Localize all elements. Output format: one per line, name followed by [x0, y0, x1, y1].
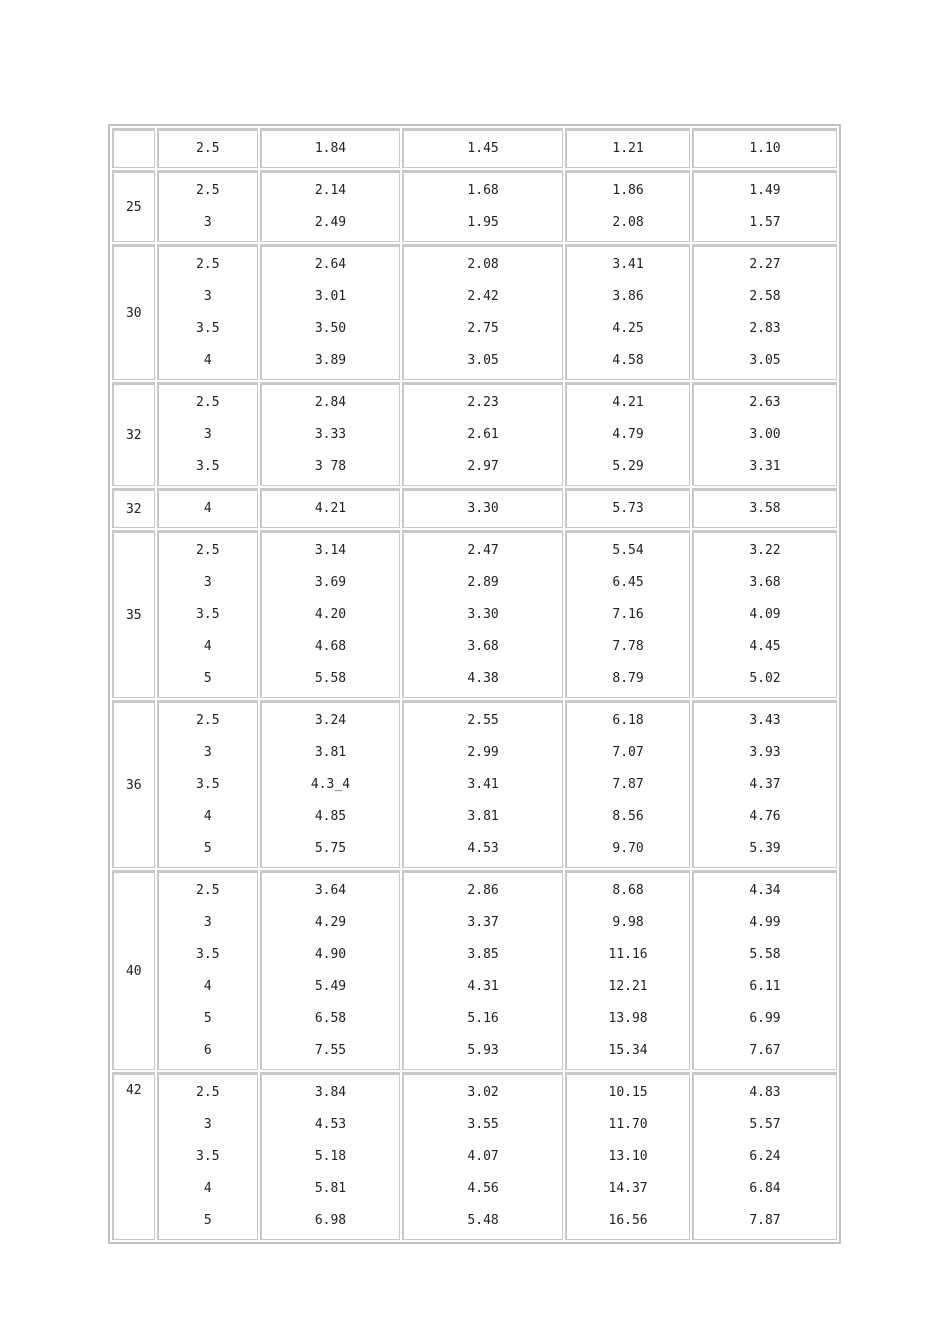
table-cell	[157, 530, 258, 698]
cell-value: 3 78	[314, 459, 347, 474]
cell-value: 5.39	[749, 841, 781, 856]
cell-value: 3	[203, 427, 212, 442]
table-cell	[260, 170, 400, 242]
table-row	[112, 128, 837, 168]
cell-value: 4.83	[749, 1085, 781, 1100]
cell-value: 3.84	[314, 1085, 347, 1100]
cell-value: 5.48	[467, 1213, 499, 1228]
cell-value: 3.05	[467, 353, 499, 368]
group-label: 40	[125, 963, 142, 979]
cell-value: 7.87	[612, 777, 644, 792]
cell-value: 2.08	[612, 215, 644, 230]
cell-value: 4.09	[749, 607, 781, 622]
table-cell	[157, 382, 258, 486]
table-cell	[260, 870, 400, 1070]
cell-value: 3.55	[467, 1117, 499, 1132]
cell-value: 4.31	[467, 979, 499, 994]
table-cell	[157, 1072, 258, 1240]
table-cell	[157, 700, 258, 868]
group-label: 32	[125, 427, 142, 443]
cell-value: 11.70	[608, 1117, 648, 1132]
cell-value: 8.56	[612, 809, 644, 824]
cell-value: 7.16	[612, 607, 644, 622]
cell-value: 3.50	[314, 321, 347, 336]
cell-value: 4	[203, 809, 212, 824]
cell-value: 7.07	[612, 745, 644, 760]
cell-value: 2.64	[314, 257, 347, 272]
table-cell	[402, 700, 563, 868]
table-cell	[692, 382, 837, 486]
cell-value: 3.85	[467, 947, 499, 962]
cell-value: 3.68	[749, 575, 781, 590]
cell-value: 2.08	[467, 257, 499, 272]
cell-value: 3	[203, 745, 212, 760]
cell-value: 4.25	[612, 321, 644, 336]
cell-value: 4	[203, 501, 212, 516]
table-cell	[402, 244, 563, 380]
cell-value: 3.5	[196, 1149, 220, 1164]
cell-value: 6.24	[749, 1149, 781, 1164]
cell-value: 1.57	[749, 215, 781, 230]
cell-value: 3.43	[749, 713, 781, 728]
cell-value: 2.5	[196, 883, 220, 898]
table-cell	[565, 170, 690, 242]
cell-value: 4.53	[467, 841, 499, 856]
table-cell	[402, 170, 563, 242]
cell-value: 14.37	[608, 1181, 648, 1196]
cell-value: 3.01	[314, 289, 347, 304]
cell-value: 16.56	[608, 1213, 648, 1228]
cell-value: 4.85	[314, 809, 347, 824]
group-label-cell	[112, 488, 155, 528]
table-cell	[402, 488, 563, 528]
table-cell	[565, 700, 690, 868]
cell-value: 1.49	[749, 183, 781, 198]
table-row	[112, 244, 837, 380]
cell-value: 4.07	[467, 1149, 499, 1164]
cell-value: 10.15	[608, 1085, 648, 1100]
cell-value: 2.55	[467, 713, 499, 728]
group-label-cell	[112, 700, 155, 868]
cell-value: 3	[203, 915, 212, 930]
table-cell	[692, 244, 837, 380]
table-cell	[692, 1072, 837, 1240]
cell-value: 4.99	[749, 915, 781, 930]
table-cell	[260, 488, 400, 528]
cell-value: 5.81	[314, 1181, 347, 1196]
cell-value: 2.86	[467, 883, 499, 898]
cell-value: 5	[203, 841, 212, 856]
cell-value: 2.99	[467, 745, 499, 760]
cell-value: 2.58	[749, 289, 781, 304]
table-row	[112, 382, 837, 486]
cell-value: 5.73	[612, 501, 644, 516]
cell-value: 2.5	[196, 395, 220, 410]
cell-value: 2.89	[467, 575, 499, 590]
cell-value: 3.81	[467, 809, 499, 824]
cell-value: 3.93	[749, 745, 781, 760]
cell-value: 5.29	[612, 459, 644, 474]
table-cell	[565, 382, 690, 486]
cell-value: 3.68	[467, 639, 499, 654]
cell-value: 4.79	[612, 427, 644, 442]
cell-value: 3.33	[314, 427, 347, 442]
cell-value: 5.58	[749, 947, 781, 962]
cell-value: 2.5	[196, 1085, 220, 1100]
cell-value: 4	[203, 639, 212, 654]
cell-value: 4.76	[749, 809, 781, 824]
cell-value: 7.55	[314, 1043, 347, 1058]
cell-value: 4	[203, 353, 212, 368]
cell-value: 9.70	[612, 841, 644, 856]
cell-value: 3.14	[314, 543, 347, 558]
cell-value: 2.5	[196, 257, 220, 272]
table-cell	[260, 244, 400, 380]
cell-value: 15.34	[608, 1043, 648, 1058]
cell-value: 4.90	[314, 947, 347, 962]
cell-value: 2.23	[467, 395, 499, 410]
cell-value: 3.30	[467, 607, 499, 622]
cell-value: 2.27	[749, 257, 781, 272]
table-cell	[402, 1072, 563, 1240]
cell-value: 6.45	[612, 575, 644, 590]
cell-value: 8.79	[612, 671, 644, 686]
cell-value: 3.41	[612, 257, 644, 272]
cell-value: 3.00	[749, 427, 781, 442]
group-label: 42	[125, 1083, 142, 1098]
cell-value: 1.95	[467, 215, 499, 230]
cell-value: 3.58	[749, 501, 781, 516]
cell-value: 3.5	[196, 607, 220, 622]
cell-value: 3.5	[196, 777, 220, 792]
cell-value: 3.64	[314, 883, 347, 898]
cell-value: 4.38	[467, 671, 499, 686]
cell-value: 1.86	[612, 183, 644, 198]
cell-value: 3	[203, 1117, 212, 1132]
group-label-cell	[112, 530, 155, 698]
cell-value: 3.5	[196, 947, 220, 962]
cell-value: 6.99	[749, 1011, 781, 1026]
cell-value: 4.58	[612, 353, 644, 368]
table-cell	[402, 530, 563, 698]
cell-value: 6.84	[749, 1181, 781, 1196]
cell-value: 5.58	[314, 671, 347, 686]
table-cell	[565, 870, 690, 1070]
cell-value: 4.34	[749, 883, 781, 898]
cell-value: 3.22	[749, 543, 781, 558]
table-cell	[157, 128, 258, 168]
cell-value: 3.86	[612, 289, 644, 304]
cell-value: 5	[203, 1213, 212, 1228]
cell-value: 4.29	[314, 915, 347, 930]
table-cell	[402, 382, 563, 486]
table-cell	[692, 700, 837, 868]
table-cell	[260, 700, 400, 868]
cell-value: 7.67	[749, 1043, 781, 1058]
cell-value: 3.02	[467, 1085, 499, 1100]
cell-value: 5.18	[314, 1149, 347, 1164]
cell-value: 13.10	[608, 1149, 648, 1164]
cell-value: 4	[203, 1181, 212, 1196]
cell-value: 12.21	[608, 979, 648, 994]
cell-value: 4.21	[612, 395, 644, 410]
cell-value: 2.5	[196, 141, 220, 156]
table-cell	[565, 128, 690, 168]
table-cell	[565, 1072, 690, 1240]
cell-value: 2.61	[467, 427, 499, 442]
table-row	[112, 488, 837, 528]
cell-value: 3.5	[196, 321, 220, 336]
cell-value: 8.68	[612, 883, 644, 898]
cell-value: 2.5	[196, 183, 220, 198]
cell-value: 2.47	[467, 543, 499, 558]
cell-value: 4	[203, 979, 212, 994]
cell-value: 6.58	[314, 1011, 347, 1026]
cell-value: 3.30	[467, 501, 499, 516]
cell-value: 5.75	[314, 841, 347, 856]
table-cell	[402, 870, 563, 1070]
table-row	[112, 530, 837, 698]
table-cell	[260, 382, 400, 486]
table-cell	[692, 128, 837, 168]
cell-value: 1.84	[314, 141, 347, 156]
cell-value: 1.68	[467, 183, 499, 198]
group-label-cell	[112, 382, 155, 486]
cell-value: 3.89	[314, 353, 347, 368]
cell-value: 4.56	[467, 1181, 499, 1196]
cell-value: 2.84	[314, 395, 347, 410]
cell-value: 4.3_4	[310, 777, 351, 792]
table-cell	[157, 170, 258, 242]
table-cell	[260, 1072, 400, 1240]
table-cell	[157, 244, 258, 380]
group-label: 36	[125, 777, 142, 793]
cell-value: 6.98	[314, 1213, 347, 1228]
cell-value: 2.97	[467, 459, 499, 474]
table-row	[112, 700, 837, 868]
cell-value: 5	[203, 1011, 212, 1026]
cell-value: 1.45	[467, 141, 499, 156]
data-table	[108, 124, 841, 1244]
group-label: 25	[125, 199, 142, 215]
cell-value: 6	[203, 1043, 212, 1058]
table-cell	[157, 488, 258, 528]
cell-value: 2.63	[749, 395, 781, 410]
cell-value: 2.14	[314, 183, 347, 198]
cell-value: 7.87	[749, 1213, 781, 1228]
group-label: 30	[125, 305, 142, 321]
table-cell	[565, 530, 690, 698]
cell-value: 2.83	[749, 321, 781, 336]
table-cell	[692, 530, 837, 698]
cell-value: 5.93	[467, 1043, 499, 1058]
cell-value: 4.20	[314, 607, 347, 622]
cell-value: 5.16	[467, 1011, 499, 1026]
table-cell	[692, 488, 837, 528]
cell-value: 4.53	[314, 1117, 347, 1132]
table-cell	[157, 870, 258, 1070]
cell-value: 4.37	[749, 777, 781, 792]
cell-value: 3.37	[467, 915, 499, 930]
group-label-cell	[112, 870, 155, 1070]
table-row	[112, 170, 837, 242]
cell-value: 3.24	[314, 713, 347, 728]
table-cell	[565, 488, 690, 528]
cell-value: 5.49	[314, 979, 347, 994]
group-label-cell	[112, 244, 155, 380]
table-cell	[402, 128, 563, 168]
cell-value: 3	[203, 215, 212, 230]
cell-value: 6.11	[749, 979, 781, 994]
cell-value: 2.42	[467, 289, 499, 304]
table-cell	[260, 128, 400, 168]
cell-value: 3.69	[314, 575, 347, 590]
cell-value: 9.98	[612, 915, 644, 930]
cell-value: 4.68	[314, 639, 347, 654]
table-cell	[692, 170, 837, 242]
cell-value: 3.31	[749, 459, 781, 474]
cell-value: 2.49	[314, 215, 347, 230]
cell-value: 13.98	[608, 1011, 648, 1026]
cell-value: 6.18	[612, 713, 644, 728]
cell-value: 5.02	[749, 671, 781, 686]
group-label-cell	[112, 128, 155, 168]
cell-value: 3.41	[467, 777, 499, 792]
table-cell	[565, 244, 690, 380]
cell-value: 3.81	[314, 745, 347, 760]
cell-value: 5	[203, 671, 212, 686]
cell-value: 2.75	[467, 321, 499, 336]
cell-value: 3.5	[196, 459, 220, 474]
group-label: 32	[125, 501, 142, 517]
cell-value: 1.21	[612, 141, 644, 156]
cell-value: 4.45	[749, 639, 781, 654]
cell-value: 1.10	[749, 141, 781, 156]
table-row	[112, 870, 837, 1070]
cell-value: 2.5	[196, 713, 220, 728]
group-label-cell	[112, 1072, 155, 1240]
cell-value: 11.16	[608, 947, 648, 962]
cell-value: 7.78	[612, 639, 644, 654]
table-cell	[692, 870, 837, 1070]
cell-value: 3	[203, 575, 212, 590]
cell-value: 5.54	[612, 543, 644, 558]
cell-value: 3	[203, 289, 212, 304]
table-row	[112, 1072, 837, 1240]
cell-value: 4.21	[314, 501, 347, 516]
group-label: 35	[125, 607, 142, 623]
cell-value: 3.05	[749, 353, 781, 368]
cell-value: 5.57	[749, 1117, 781, 1132]
cell-value: 2.5	[196, 543, 220, 558]
table-cell	[260, 530, 400, 698]
table-body	[112, 128, 837, 1240]
group-label-cell	[112, 170, 155, 242]
